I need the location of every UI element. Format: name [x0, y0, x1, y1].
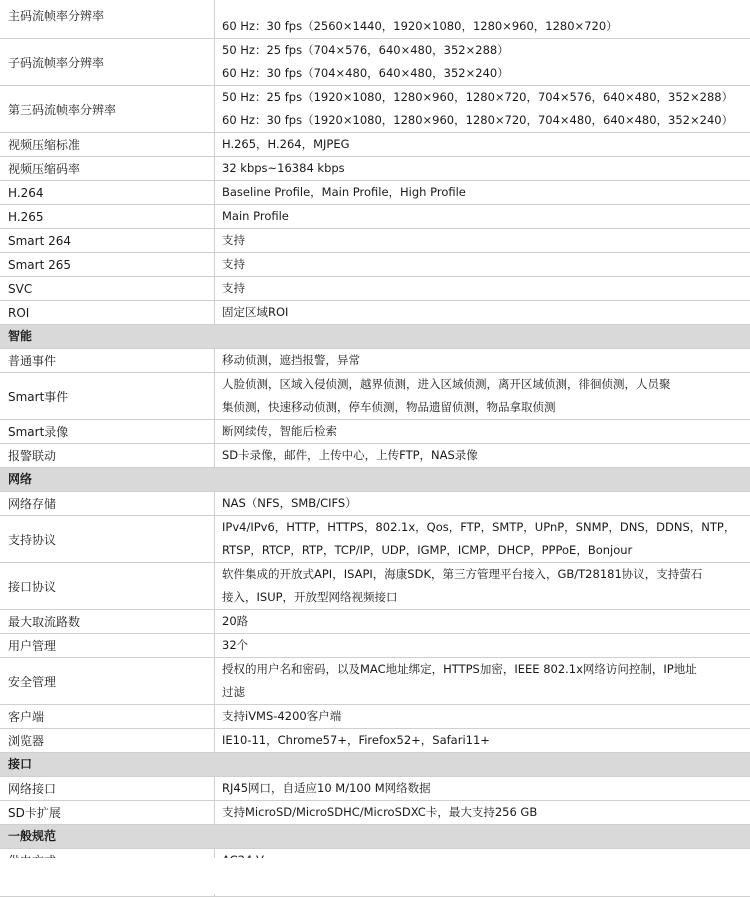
- page-bottom-margin: [0, 858, 750, 894]
- spec-value: [215, 563, 750, 609]
- spec-row: [0, 777, 750, 801]
- spec-row: [0, 516, 750, 563]
- spec-value-line: 支持: [222, 281, 245, 295]
- spec-value: [215, 516, 750, 562]
- section-header: 网络: [0, 468, 750, 492]
- spec-row: [0, 563, 750, 610]
- spec-row: [0, 729, 750, 753]
- spec-value: [215, 444, 750, 467]
- spec-label: Smart录像: [0, 420, 215, 443]
- spec-value-line: 50 Hz：25 fps（1920×1080，1280×960，1280×720，704×576，640×480，352×288）: [222, 90, 734, 104]
- spec-label: H.264: [0, 181, 215, 204]
- spec-value: [215, 86, 750, 132]
- spec-value-line: 软件集成的开放式API，ISAPI，海康SDK，第三方管理平台接入，GB/T28181协议，支持萤石: [222, 567, 703, 581]
- spec-value-line: 32 kbps~16384 kbps: [222, 161, 345, 175]
- spec-value-line: 接入，ISUP，开放型网络视频接口: [222, 590, 398, 604]
- spec-value: [215, 492, 750, 515]
- spec-row: [0, 634, 750, 658]
- spec-row: [0, 658, 750, 705]
- spec-label: 接口协议: [0, 563, 215, 609]
- spec-value-line: IE10-11，Chrome57+，Firefox52+，Safari11+: [222, 733, 490, 747]
- spec-label: 网络存储: [0, 492, 215, 515]
- spec-value: [215, 277, 750, 300]
- spec-label: 视频压缩码率: [0, 157, 215, 180]
- section-header: 一般规范: [0, 825, 750, 849]
- spec-value-line: 支持iVMS-4200客户端: [222, 709, 342, 723]
- spec-value: [215, 777, 750, 800]
- spec-value-line: 60 Hz：30 fps（1920×1080，1280×960，1280×720，704×480，640×480，352×240）: [222, 113, 734, 127]
- spec-row: [0, 229, 750, 253]
- spec-row: [0, 610, 750, 634]
- spec-label: 客户端: [0, 705, 215, 728]
- spec-row: [0, 420, 750, 444]
- spec-value-line: RTSP，RTCP，RTP，TCP/IP，UDP，IGMP，ICMP，DHCP，PPPoE，Bonjour: [222, 543, 633, 557]
- spec-value: [215, 634, 750, 657]
- spec-value: [215, 801, 750, 824]
- spec-value-line: 断网续传，智能后检索: [222, 424, 337, 438]
- spec-row: [0, 157, 750, 181]
- spec-row: [0, 373, 750, 420]
- spec-label: Smart 264: [0, 229, 215, 252]
- spec-value-line: 过滤: [222, 685, 245, 699]
- spec-value: [215, 420, 750, 443]
- spec-value-line: 60 Hz：30 fps（2560×1440，1920×1080，1280×960，1280×720）: [222, 19, 618, 33]
- spec-label: 报警联动: [0, 444, 215, 467]
- spec-label: Smart 265: [0, 253, 215, 276]
- spec-label: 支持协议: [0, 516, 215, 562]
- spec-label: 视频压缩标准: [0, 133, 215, 156]
- spec-value: [215, 349, 750, 372]
- spec-row: [0, 253, 750, 277]
- spec-value-line: 集侦测，快速移动侦测，停车侦测，物品遗留侦测，物品拿取侦测: [222, 400, 556, 414]
- spec-row: [0, 0, 750, 39]
- spec-value: [215, 253, 750, 276]
- spec-value-line: Baseline Profile，Main Profile，High Profile: [222, 185, 466, 199]
- spec-value-line: 32个: [222, 638, 249, 652]
- spec-value-line: Main Profile: [222, 209, 289, 223]
- spec-row: [0, 205, 750, 229]
- spec-label: 最大取流路数: [0, 610, 215, 633]
- spec-value: [215, 157, 750, 180]
- spec-value-line: 支持MicroSD/MicroSDHC/MicroSDXC卡，最大支持256 GB: [222, 805, 538, 819]
- spec-row: [0, 444, 750, 468]
- spec-label: 用户管理: [0, 634, 215, 657]
- spec-row: [0, 133, 750, 157]
- spec-label: SD卡扩展: [0, 801, 215, 824]
- spec-label: 子码流帧率分辨率: [0, 39, 215, 85]
- spec-label: 普通事件: [0, 349, 215, 372]
- spec-row: [0, 492, 750, 516]
- spec-label: ROI: [0, 301, 215, 324]
- spec-label: 第三码流帧率分辨率: [0, 86, 215, 132]
- spec-value: [215, 205, 750, 228]
- spec-value: [215, 181, 750, 204]
- section-header: 接口: [0, 753, 750, 777]
- spec-value: [215, 39, 750, 85]
- spec-label: 浏览器: [0, 729, 215, 752]
- spec-value-line: 授权的用户名和密码，以及MAC地址绑定，HTTPS加密，IEEE 802.1x网络访问控制，IP地址: [222, 662, 697, 676]
- spec-value-line: RJ45网口，自适应10 M/100 M网络数据: [222, 781, 431, 795]
- spec-value-line: 移动侦测，遮挡报警，异常: [222, 353, 360, 367]
- spec-value-line: SD卡录像，邮件，上传中心，上传FTP，NAS录像: [222, 448, 478, 462]
- spec-label: 安全管理: [0, 658, 215, 704]
- spec-row: [0, 705, 750, 729]
- spec-value: [215, 705, 750, 728]
- spec-value-line: 支持: [222, 257, 245, 271]
- spec-value: [215, 729, 750, 752]
- spec-value-line: 人脸侦测，区域入侵侦测，越界侦测，进入区域侦测，离开区域侦测，徘徊侦测，人员聚: [222, 377, 671, 391]
- spec-value-line: 50 Hz：25 fps（704×576，640×480，352×288）: [222, 43, 509, 57]
- spec-value: [215, 373, 750, 419]
- spec-value-line: 60 Hz：30 fps（704×480，640×480，352×240）: [222, 66, 509, 80]
- spec-value: [215, 658, 750, 704]
- spec-row: [0, 349, 750, 373]
- spec-value: [215, 0, 750, 38]
- spec-value-line: NAS（NFS，SMB/CIFS）: [222, 496, 357, 510]
- spec-label: H.265: [0, 205, 215, 228]
- spec-row: [0, 277, 750, 301]
- spec-label: 网络接口: [0, 777, 215, 800]
- spec-label: SVC: [0, 277, 215, 300]
- spec-value-line: H.265，H.264，MJPEG: [222, 137, 350, 151]
- spec-value: [215, 301, 750, 324]
- spec-row: [0, 801, 750, 825]
- spec-row: [0, 301, 750, 325]
- spec-value-line: 20路: [222, 614, 249, 628]
- spec-value-line: IPv4/IPv6，HTTP，HTTPS，802.1x，Qos，FTP，SMTP，UPnP，SNMP，DNS，DDNS，NTP，: [222, 520, 736, 534]
- spec-label: Smart事件: [0, 373, 215, 419]
- spec-value: [215, 610, 750, 633]
- spec-row: [0, 86, 750, 133]
- spec-value: [215, 133, 750, 156]
- spec-row: [0, 181, 750, 205]
- spec-value-line: 支持: [222, 233, 245, 247]
- spec-label: 主码流帧率分辨率: [0, 0, 215, 38]
- spec-row: [0, 39, 750, 86]
- section-header: 智能: [0, 325, 750, 349]
- spec-value: [215, 229, 750, 252]
- spec-value-line: 固定区域ROI: [222, 305, 289, 319]
- spec-value-line: [222, 0, 750, 15]
